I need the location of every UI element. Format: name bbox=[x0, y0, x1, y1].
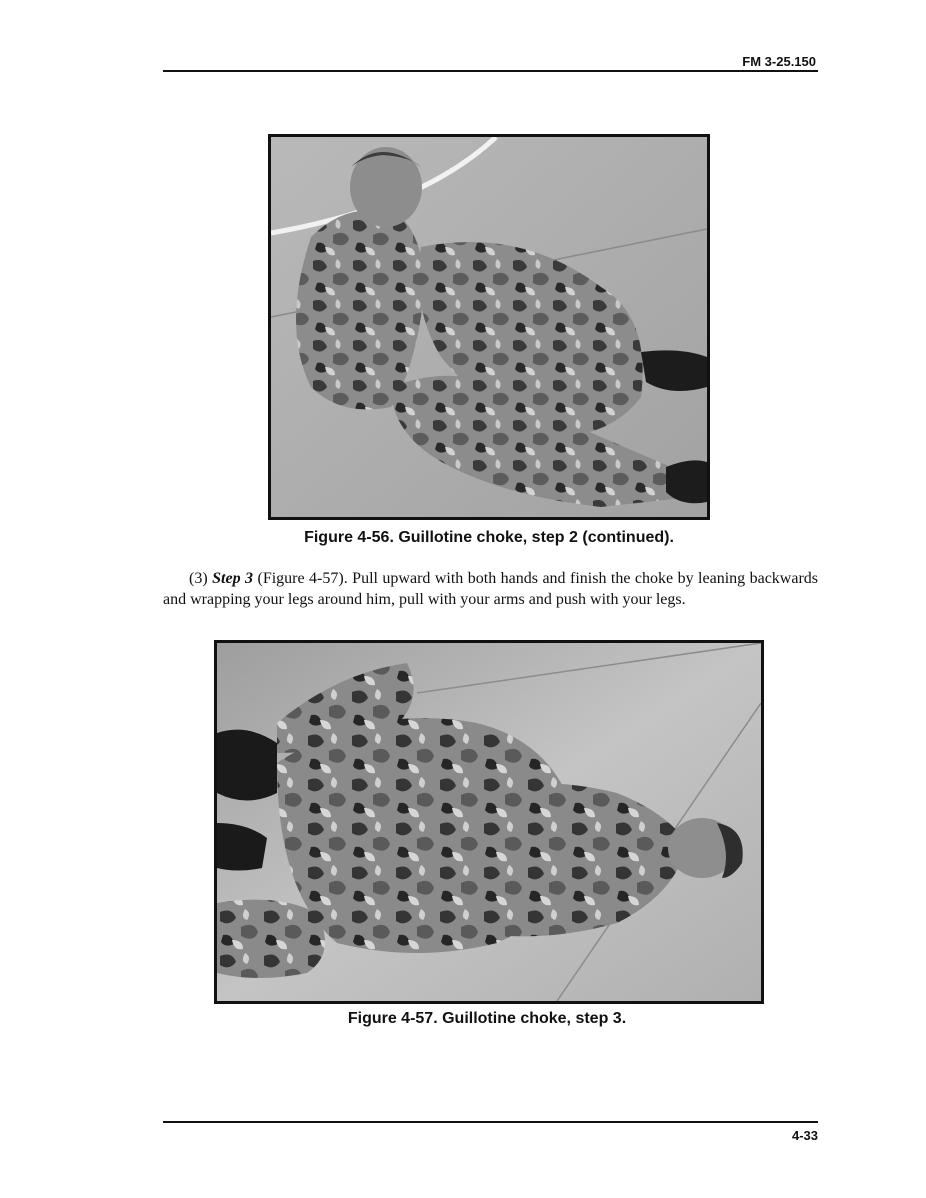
page-number: 4-33 bbox=[791, 1128, 818, 1143]
paragraph-text: (Figure 4-57). Pull upward with both hands and finish the choke by leaning backwards and wrapping your legs around him, pull with your arms and push with your legs. bbox=[163, 570, 819, 608]
document-code: FM 3-25.150 bbox=[742, 54, 816, 69]
figure-4-56-caption: Figure 4-56. Guillotine choke, step 2 (continued). bbox=[304, 529, 674, 546]
step-label: Step 3 bbox=[212, 570, 254, 587]
footer-rule bbox=[163, 1121, 818, 1123]
figure-4-57-caption: Figure 4-57. Guillotine choke, step 3. bbox=[347, 1010, 627, 1027]
header-rule bbox=[163, 70, 818, 72]
figure-4-56-photo bbox=[268, 134, 710, 520]
paragraph-number: (3) bbox=[189, 570, 208, 587]
step-3-paragraph bbox=[163, 568, 818, 610]
figure-4-57-photo bbox=[214, 640, 764, 1004]
